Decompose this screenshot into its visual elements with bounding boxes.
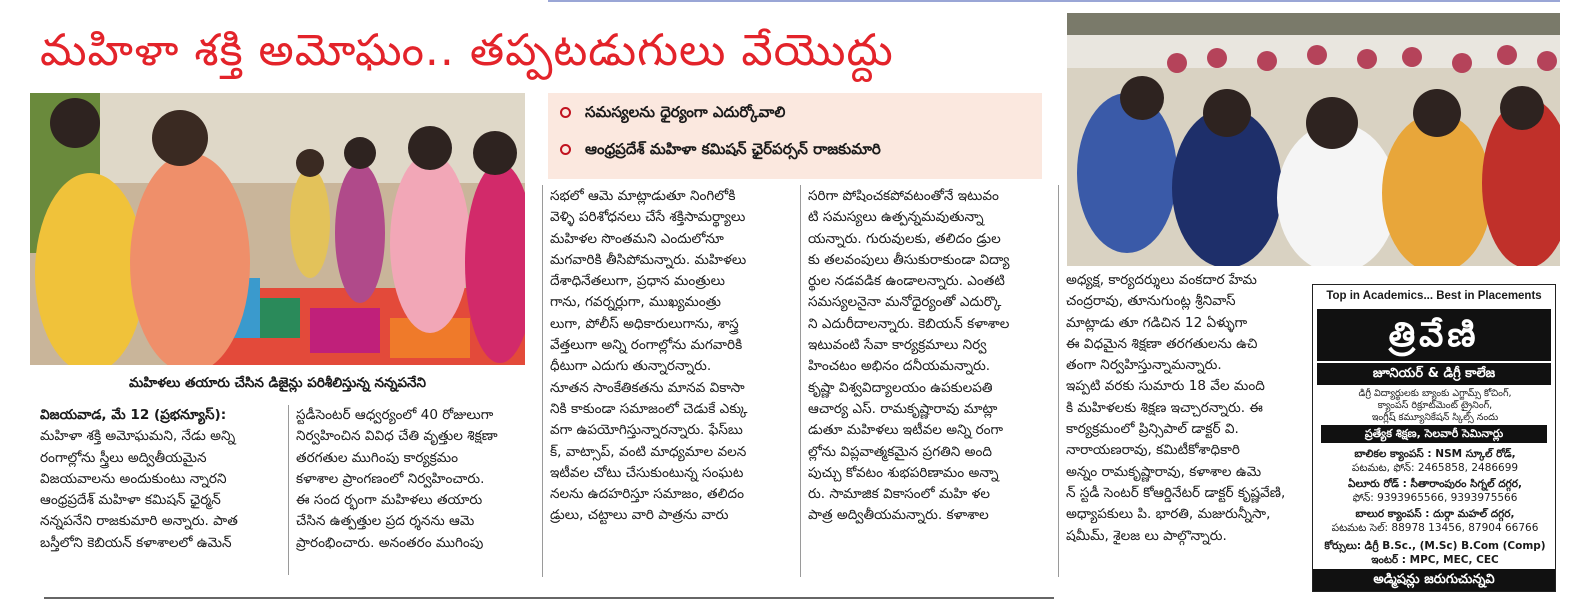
text-line: తంగా నిర్వహిస్తున్నామన్నారు.: [1066, 357, 1222, 374]
ad-small-text: క్యాంపస్ రిక్రూట్‌మెంట్ ట్రైనింగ్,: [1377, 400, 1493, 411]
text-line: లుగా, పోలీస్ అధికారులుగాను, శాస్త్ర: [550, 315, 739, 332]
text-line: ని ఎదురీదాలన్నారు. కెబియన్ కళాశాల: [808, 315, 1010, 332]
text-line: అన్నం రామకృష్ణారావు, కళాశాల ఉమె: [1066, 463, 1262, 480]
text-line: ధీటుగా ఎదుగు తున్నారన్నారు.: [550, 358, 712, 375]
highlight-text: సమస్యలను ధైర్యంగా ఎదుర్కోవాలి: [585, 103, 786, 121]
article-column-3: [550, 186, 792, 527]
ad-campus-phone: పటమట సెల్: 88978 13456, 87904 66766: [1331, 522, 1539, 534]
text-line: టి సమస్యలు ఉత్పన్నమవుతున్నా: [808, 209, 984, 226]
text-line: కి మహిళలకు శిక్షణ ఇచ్చారన్నారు. ఈ: [1066, 399, 1263, 416]
text-line: డుతూ మహిళలు ఇటీవల అన్ని రంగా: [808, 422, 1004, 439]
article-column-1: [40, 405, 280, 554]
text-line: నూతన సాంకేతికతను మానవ వికాసా: [550, 379, 745, 396]
text-line: తరగతుల ముగింపు కార్యక్రమం: [296, 449, 459, 466]
text-line: ఇటువంటి సేవా కార్యక్రమాలు నిర్వ: [808, 337, 987, 354]
ad-campus: ఏలూరు రోడ్ : సీతారాంపురం సిగ్నల్ దగ్గర,: [1348, 478, 1522, 490]
text-line: యన్నారు. గురువులకు, తలిదం డ్రుల: [808, 230, 1001, 247]
ad-subtitle: జూనియర్ & డిగ్రీ కాలేజ: [1317, 363, 1551, 385]
text-line: వేత్తలుగా అన్ని రంగాల్లోను మగవారికి: [550, 337, 743, 354]
text-line: ప్రారంభించారు. అనంతరం ముగింపు: [296, 534, 484, 551]
column-divider: [800, 185, 801, 577]
text-line: కృష్ణా విశ్వవిద్యాలయం ఉపకులపతి: [808, 379, 993, 396]
text-line: వెళ్ళి పరిశోధనలు చేసే శక్తిసామర్థ్యాలు: [550, 209, 746, 226]
text-line: అధ్యక్ష, కార్యదర్శులు వంకదార హేమ: [1066, 272, 1257, 288]
text-line: కార్యక్రమంలో ప్రిన్సిపాల్ డాక్టర్ వి.: [1066, 421, 1239, 438]
text-line: ఇటీవల చోటు చేసుకుంటున్న సంఘట: [550, 464, 744, 481]
ad-campus: బాలుర క్యాంపస్ : దుర్గా మహల్ దగ్గర,: [1355, 508, 1515, 520]
text-line: ర్థుల నడవడిక ఉండాలన్నారు. ఎంతటి: [808, 273, 1005, 290]
top-rule: [548, 0, 1560, 2]
text-line: బస్తీలోని కెబియన్ కళాశాలలో ఉమెన్: [40, 534, 232, 551]
text-line: ల్లోను విప్లవాత్మకమైన ప్రగతిని అంది: [808, 443, 992, 460]
ad-campus: బాలికల క్యాంపస్ : NSM స్కూల్ రోడ్,: [1354, 448, 1516, 460]
bottom-rule: [44, 597, 1054, 599]
text-line: డ్రులు, చట్టాలు వారి పాత్రను వారు: [550, 507, 729, 524]
ad-small-text: ఇంగ్లీష్ కమ్యూనికేషన్ స్కిల్స్ నందు: [1371, 412, 1499, 423]
text-line: సరిగా పోషించకపోవటంతోనే ఇటువం: [808, 188, 999, 204]
ad-tagline: Top in Academics... Best in Placements: [1313, 285, 1555, 307]
text-line: స్టడీసెంటర్ ఆధ్వర్యంలో 40 రోజులుగా: [296, 407, 494, 423]
ad-brand: త్రివేణి: [1317, 309, 1551, 361]
text-line: ఆంధ్రప్రదేశ్ మహిళా కమిషన్ ఛైర్మన్: [40, 492, 221, 509]
column-divider: [288, 405, 289, 575]
ad-campus-phone: ఫోన్: 9393965566, 9393975566: [1352, 492, 1518, 504]
text-line: మహిళా శక్తి అమోఘమని, నేడు అన్ని: [40, 428, 236, 445]
text-line: ఆచార్య ఎస్. రామకృష్ణారావు మాట్లా: [808, 400, 998, 417]
text-line: షమీమ్, శైలజ లు పాల్గొన్నారు.: [1066, 527, 1227, 544]
text-line: ఈ విధమైన శిక్షణా తరగతులను ఉచి: [1066, 335, 1258, 352]
text-line: సభలో ఆమె మాట్లాడుతూ నింగిలోకి: [550, 188, 736, 204]
text-line: మహిళల సొంతమని ఎందులోనూ: [550, 230, 724, 247]
text-line: వగా ఉపయోగిస్తున్నారన్నారు. ఫేస్‌బు: [550, 422, 743, 439]
text-line: నన్నపనేని రాజకుమారి అన్నారు. పాత: [40, 513, 238, 530]
text-line: పాత్ర అద్వితీయమన్నారు. కళాశాల: [808, 507, 989, 524]
column-divider: [1058, 185, 1059, 577]
text-line: ఈ సంద ర్భంగా మహిళలు తయారు: [296, 492, 483, 509]
highlight-item: [560, 140, 881, 162]
text-line: అధ్యాపకులు పి. భారతి, మజురున్నీసా,: [1066, 506, 1271, 523]
ad-inter: ఇంటర్ : MPC, MEC, CEC: [1371, 554, 1499, 566]
dateline: విజయవాడ, మే 12 (ప్రభన్యూస్):: [40, 407, 227, 423]
text-line: మగవారికి తీసిపోమన్నారు. మహిళలు: [550, 251, 747, 268]
text-line: రంగాల్లోను స్త్రీలు అద్వితీయమైన: [40, 449, 207, 466]
text-line: చేసిన ఉత్పత్తుల ప్రద ర్శనను ఆమె: [296, 513, 475, 530]
college-advertisement: [1312, 284, 1556, 592]
text-line: క్, వాట్సాప్, వంటి మాధ్యమాల వలన: [550, 443, 747, 460]
bullet-icon: [560, 107, 571, 118]
article-column-4: [808, 186, 1050, 527]
article-column-2: [296, 405, 536, 554]
text-line: రు. సామాజిక వికాసంలో మహి ళల: [808, 486, 991, 503]
text-line: కళాశాల ప్రాంగణంలో నిర్వహించారు.: [296, 470, 485, 487]
text-line: గాను, గవర్నర్లుగా, ముఖ్యమంత్రు: [550, 294, 721, 311]
ad-campus-phone: పటమట, ఫోన్: 2465858, 2486699: [1351, 462, 1519, 474]
bullet-icon: [560, 144, 571, 155]
highlights-box: [548, 93, 1042, 179]
text-line: చంద్రరావు, తూనుగుంట్ల శ్రీనివాస్: [1066, 293, 1236, 310]
audience-photo: [1067, 13, 1560, 266]
text-line: హించటం అభినం దనీయమన్నారు.: [808, 358, 991, 375]
text-line: న్ స్టడీ సెంటర్ కోఆర్డినేటర్ డాక్టర్ కృష్ణవేణి,: [1066, 484, 1286, 501]
ad-small-text: డిగ్రీ విద్యార్థులకు బ్యాంకు ఎగ్జామ్స్ కోచింగ్,: [1358, 388, 1512, 399]
text-line: మాట్లాడు తూ గడిచిన 12 ఏళ్ళుగా: [1066, 314, 1248, 331]
text-line: నలను ఉదహరిస్తూ సమాజం, తలిదం: [550, 486, 745, 503]
text-line: నికి కాకుండా సమాజంలో చెడుకే ఎక్కు: [550, 400, 748, 417]
text-line: ఇప్పటి వరకు సుమారు 18 వేల మంది: [1066, 378, 1265, 395]
text-line: దేశాధినేతలుగా, ప్రధాన మంత్రులు: [550, 273, 725, 290]
highlight-item: [560, 103, 785, 125]
exhibition-photo: [30, 93, 525, 365]
ad-admissions-bar: అడ్మిషన్లు జరుగుచున్నవి: [1313, 569, 1555, 591]
article-column-5: [1066, 270, 1306, 547]
text-line: నారాయణరావు, కమిటీకోశాధికారి: [1066, 442, 1240, 459]
ad-highlight-bar: ప్రత్యేక శిక్షణ, సెలవారీ సెమినార్లు: [1321, 425, 1547, 443]
ad-courses: కోర్సులు: డిగ్రీ B.Sc., (M.Sc) B.Com (Comp): [1324, 540, 1546, 552]
text-line: నిర్వహించిన వివిధ చేతి వృత్తుల శిక్షణా: [296, 428, 498, 445]
text-line: సమస్యలనైనా మనోధైర్యంతో ఎదుర్కొ: [808, 294, 1002, 311]
headline: మహిళా శక్తి అమోఘం.. తప్పటడుగులు వేయొద్దు: [40, 25, 894, 76]
photo-caption: మహిళలు తయారు చేసిన డిజైన్లు పరిశీలిస్తున్న నన్నపనేని: [129, 375, 426, 391]
column-divider: [542, 185, 543, 577]
highlight-text: ఆంధ్రప్రదేశ్ మహిళా కమిషన్ ఛైర్‌పర్సన్ రాజకుమారి: [585, 140, 881, 158]
text-line: విజయవాలను అందుకుంటు న్నారని: [40, 470, 227, 487]
text-line: పుచ్చు కోవటం శుభపరిణామం అన్నా: [808, 464, 999, 481]
text-line: కు తలవంపులు తీసుకురాకుండా విద్యా: [808, 251, 1010, 268]
